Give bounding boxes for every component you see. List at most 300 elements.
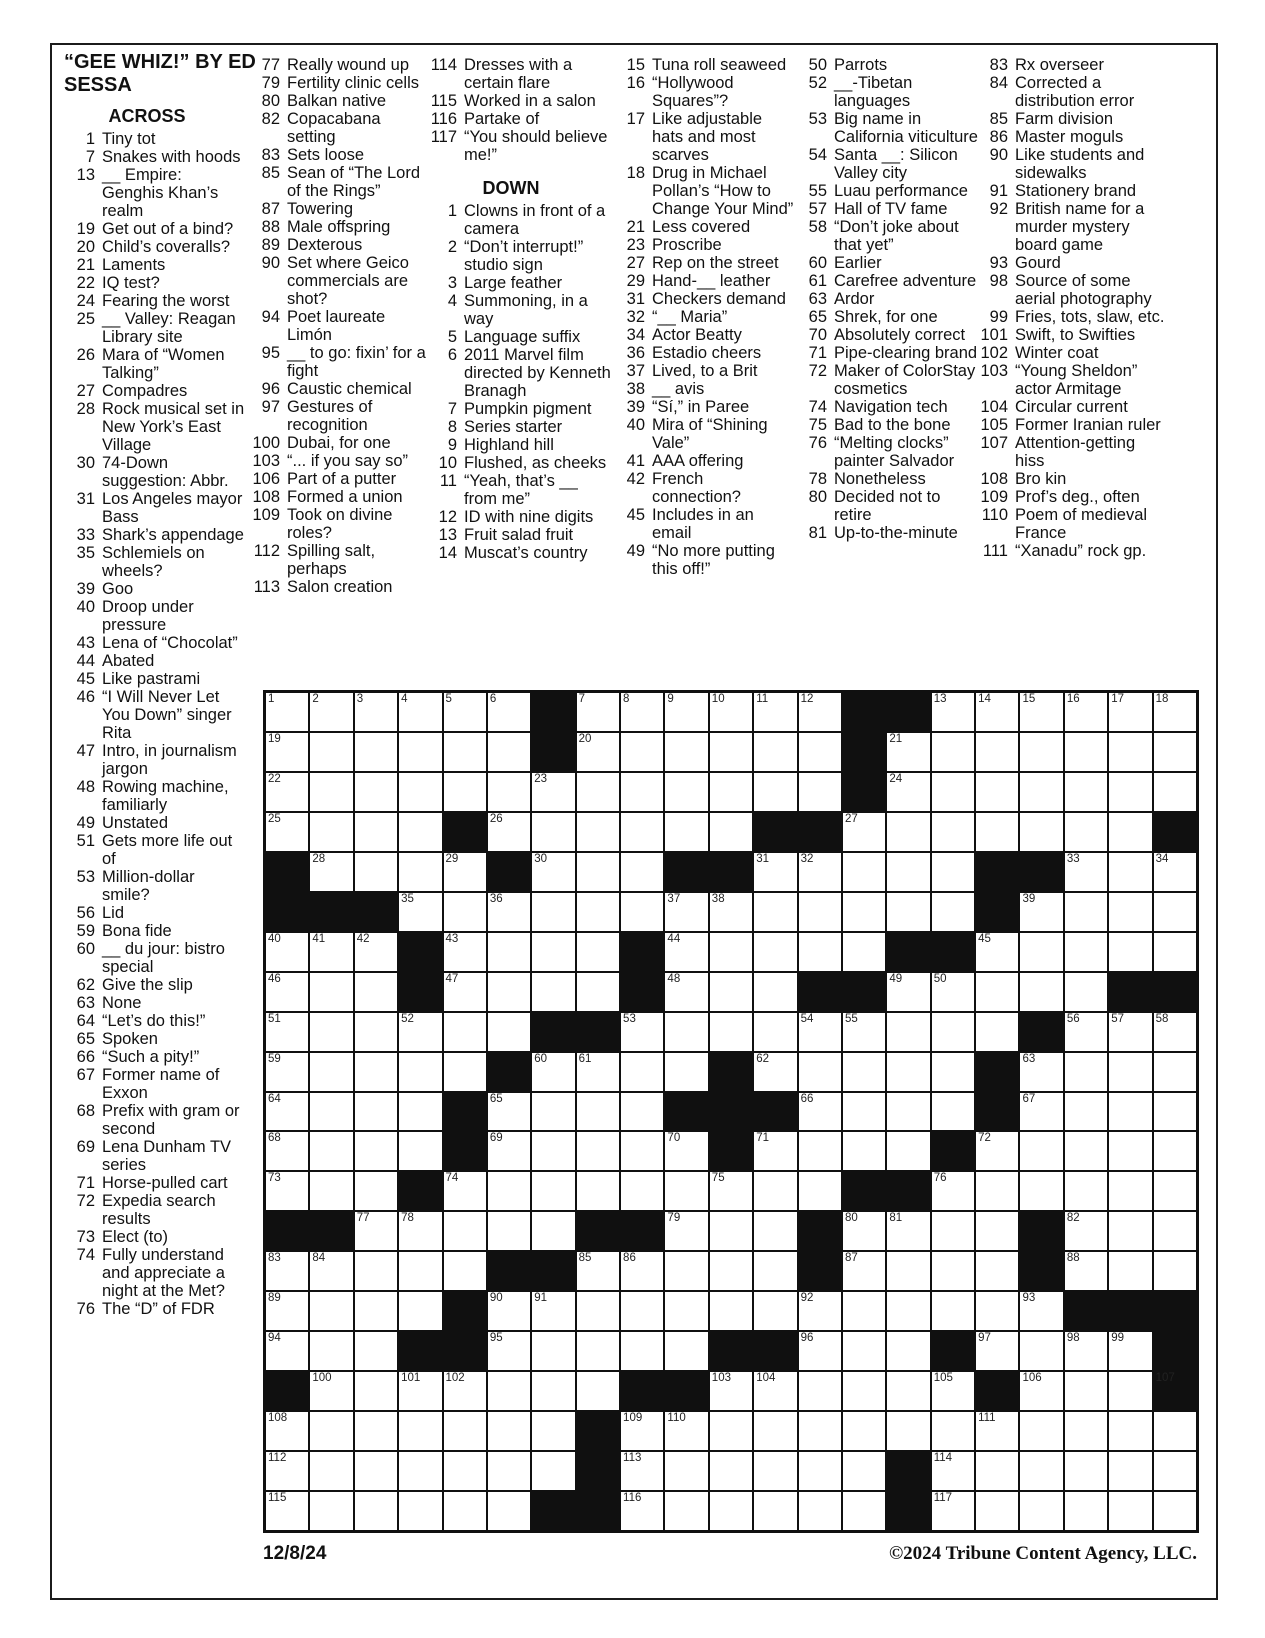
grid-cell[interactable]: [266, 1332, 308, 1370]
grid-cell[interactable]: [843, 1132, 885, 1170]
grid-cell[interactable]: [532, 1452, 574, 1490]
grid-cell[interactable]: [1154, 893, 1196, 931]
grid-cell[interactable]: [532, 853, 574, 891]
grid-cell[interactable]: [399, 1492, 441, 1530]
grid-cell[interactable]: [754, 853, 796, 891]
grid-cell[interactable]: [310, 1412, 352, 1450]
grid-cell[interactable]: [887, 853, 929, 891]
grid-cell[interactable]: [444, 1013, 486, 1051]
grid-cell[interactable]: [577, 1332, 619, 1370]
grid-cell[interactable]: [355, 1172, 397, 1210]
grid-cell[interactable]: [665, 1292, 707, 1330]
grid-cell[interactable]: [399, 853, 441, 891]
grid-cell[interactable]: [488, 1492, 530, 1530]
grid-cell[interactable]: [754, 1172, 796, 1210]
grid-cell[interactable]: [621, 1172, 663, 1210]
grid-cell[interactable]: [1065, 933, 1107, 971]
grid-cell[interactable]: [1109, 1053, 1151, 1091]
grid-cell[interactable]: [1020, 1172, 1062, 1210]
grid-cell[interactable]: [577, 1172, 619, 1210]
grid-cell[interactable]: [399, 733, 441, 771]
grid-cell[interactable]: [488, 1013, 530, 1051]
grid-cell[interactable]: [1154, 933, 1196, 971]
grid-cell[interactable]: [843, 813, 885, 851]
grid-cell[interactable]: [932, 1053, 974, 1091]
grid-cell[interactable]: [932, 1172, 974, 1210]
grid-cell[interactable]: [710, 1292, 752, 1330]
grid-cell[interactable]: [444, 1372, 486, 1410]
grid-cell[interactable]: [355, 973, 397, 1011]
grid-cell[interactable]: [621, 893, 663, 931]
grid-cell[interactable]: [799, 1093, 841, 1131]
grid-cell[interactable]: [621, 1252, 663, 1290]
grid-cell[interactable]: [665, 1492, 707, 1530]
grid-cell[interactable]: [621, 693, 663, 731]
grid-cell[interactable]: [577, 973, 619, 1011]
grid-cell[interactable]: [266, 1412, 308, 1450]
grid-cell[interactable]: [355, 1332, 397, 1370]
grid-cell[interactable]: [444, 1492, 486, 1530]
grid-cell[interactable]: [976, 693, 1018, 731]
grid-cell[interactable]: [843, 1292, 885, 1330]
grid-cell[interactable]: [754, 1372, 796, 1410]
grid-cell[interactable]: [754, 973, 796, 1011]
grid-cell[interactable]: [665, 693, 707, 731]
grid-cell[interactable]: [887, 813, 929, 851]
grid-cell[interactable]: [887, 1132, 929, 1170]
grid-cell[interactable]: [355, 693, 397, 731]
grid-cell[interactable]: [887, 1212, 929, 1250]
grid-cell[interactable]: [843, 893, 885, 931]
grid-cell[interactable]: [710, 1172, 752, 1210]
grid-cell[interactable]: [976, 773, 1018, 811]
grid-cell[interactable]: [1154, 1013, 1196, 1051]
grid-cell[interactable]: [1065, 1372, 1107, 1410]
grid-cell[interactable]: [976, 813, 1018, 851]
grid-cell[interactable]: [266, 773, 308, 811]
grid-cell[interactable]: [799, 733, 841, 771]
grid-cell[interactable]: [1065, 1172, 1107, 1210]
grid-cell[interactable]: [355, 1093, 397, 1131]
grid-cell[interactable]: [665, 1172, 707, 1210]
grid-cell[interactable]: [266, 1053, 308, 1091]
grid-cell[interactable]: [488, 1093, 530, 1131]
grid-cell[interactable]: [399, 1452, 441, 1490]
grid-cell[interactable]: [577, 1252, 619, 1290]
grid-cell[interactable]: [665, 773, 707, 811]
grid-cell[interactable]: [621, 1132, 663, 1170]
grid-cell[interactable]: [932, 853, 974, 891]
grid-cell[interactable]: [266, 1172, 308, 1210]
grid-cell[interactable]: [1065, 1093, 1107, 1131]
grid-cell[interactable]: [799, 1292, 841, 1330]
grid-cell[interactable]: [843, 933, 885, 971]
grid-cell[interactable]: [976, 1013, 1018, 1051]
grid-cell[interactable]: [1109, 893, 1151, 931]
grid-cell[interactable]: [488, 1372, 530, 1410]
grid-cell[interactable]: [444, 1172, 486, 1210]
grid-cell[interactable]: [932, 893, 974, 931]
grid-cell[interactable]: [799, 1132, 841, 1170]
grid-cell[interactable]: [754, 1292, 796, 1330]
grid-cell[interactable]: [1065, 1452, 1107, 1490]
grid-cell[interactable]: [444, 1212, 486, 1250]
grid-cell[interactable]: [621, 1013, 663, 1051]
grid-cell[interactable]: [1065, 1053, 1107, 1091]
grid-cell[interactable]: [976, 1452, 1018, 1490]
grid-cell[interactable]: [1020, 1372, 1062, 1410]
grid-cell[interactable]: [399, 1093, 441, 1131]
grid-cell[interactable]: [843, 1053, 885, 1091]
grid-cell[interactable]: [1154, 733, 1196, 771]
grid-cell[interactable]: [1109, 1412, 1151, 1450]
grid-cell[interactable]: [1020, 1332, 1062, 1370]
grid-cell[interactable]: [355, 1252, 397, 1290]
grid-cell[interactable]: [932, 1372, 974, 1410]
grid-cell[interactable]: [1109, 853, 1151, 891]
grid-cell[interactable]: [399, 1372, 441, 1410]
grid-cell[interactable]: [532, 1132, 574, 1170]
grid-cell[interactable]: [1065, 773, 1107, 811]
grid-cell[interactable]: [355, 1412, 397, 1450]
grid-cell[interactable]: [621, 1452, 663, 1490]
grid-cell[interactable]: [399, 1212, 441, 1250]
grid-cell[interactable]: [444, 933, 486, 971]
grid-cell[interactable]: [887, 733, 929, 771]
grid-cell[interactable]: [932, 1252, 974, 1290]
grid-cell[interactable]: [488, 1452, 530, 1490]
grid-cell[interactable]: [887, 1412, 929, 1450]
grid-cell[interactable]: [266, 693, 308, 731]
grid-cell[interactable]: [799, 1172, 841, 1210]
grid-cell[interactable]: [932, 1292, 974, 1330]
grid-cell[interactable]: [488, 773, 530, 811]
grid-cell[interactable]: [355, 853, 397, 891]
grid-cell[interactable]: [310, 773, 352, 811]
grid-cell[interactable]: [444, 1452, 486, 1490]
grid-cell[interactable]: [577, 1292, 619, 1330]
grid-cell[interactable]: [710, 1013, 752, 1051]
grid-cell[interactable]: [399, 1292, 441, 1330]
grid-cell[interactable]: [621, 853, 663, 891]
grid-cell[interactable]: [1154, 853, 1196, 891]
grid-cell[interactable]: [710, 1212, 752, 1250]
grid-cell[interactable]: [665, 1212, 707, 1250]
grid-cell[interactable]: [932, 1412, 974, 1450]
grid-cell[interactable]: [266, 1292, 308, 1330]
grid-cell[interactable]: [1020, 973, 1062, 1011]
grid-cell[interactable]: [932, 693, 974, 731]
grid-cell[interactable]: [799, 1452, 841, 1490]
grid-cell[interactable]: [665, 1332, 707, 1370]
grid-cell[interactable]: [266, 733, 308, 771]
grid-cell[interactable]: [444, 893, 486, 931]
grid-cell[interactable]: [799, 893, 841, 931]
grid-cell[interactable]: [1109, 1452, 1151, 1490]
grid-cell[interactable]: [577, 693, 619, 731]
grid-cell[interactable]: [799, 1372, 841, 1410]
grid-cell[interactable]: [932, 973, 974, 1011]
grid-cell[interactable]: [444, 973, 486, 1011]
grid-cell[interactable]: [1109, 1492, 1151, 1530]
grid-cell[interactable]: [1109, 1132, 1151, 1170]
grid-cell[interactable]: [1154, 1053, 1196, 1091]
grid-cell[interactable]: [665, 933, 707, 971]
grid-cell[interactable]: [1065, 1332, 1107, 1370]
grid-cell[interactable]: [976, 1332, 1018, 1370]
grid-cell[interactable]: [1020, 933, 1062, 971]
grid-cell[interactable]: [355, 733, 397, 771]
grid-cell[interactable]: [310, 1132, 352, 1170]
grid-cell[interactable]: [932, 1212, 974, 1250]
grid-cell[interactable]: [1065, 1252, 1107, 1290]
grid-cell[interactable]: [621, 733, 663, 771]
grid-cell[interactable]: [621, 1332, 663, 1370]
grid-cell[interactable]: [621, 773, 663, 811]
grid-cell[interactable]: [665, 1252, 707, 1290]
grid-cell[interactable]: [1065, 1212, 1107, 1250]
grid-cell[interactable]: [799, 1412, 841, 1450]
grid-cell[interactable]: [266, 1093, 308, 1131]
grid-cell[interactable]: [1154, 1452, 1196, 1490]
grid-cell[interactable]: [710, 933, 752, 971]
grid-cell[interactable]: [1154, 1093, 1196, 1131]
grid-cell[interactable]: [665, 733, 707, 771]
grid-cell[interactable]: [488, 733, 530, 771]
grid-cell[interactable]: [355, 1132, 397, 1170]
grid-cell[interactable]: [621, 1292, 663, 1330]
grid-cell[interactable]: [799, 853, 841, 891]
grid-cell[interactable]: [1109, 1332, 1151, 1370]
grid-cell[interactable]: [355, 1053, 397, 1091]
grid-cell[interactable]: [710, 1412, 752, 1450]
grid-cell[interactable]: [887, 1053, 929, 1091]
grid-cell[interactable]: [355, 1372, 397, 1410]
grid-cell[interactable]: [887, 1292, 929, 1330]
grid-cell[interactable]: [532, 1412, 574, 1450]
grid-cell[interactable]: [932, 1492, 974, 1530]
grid-cell[interactable]: [843, 1372, 885, 1410]
grid-cell[interactable]: [532, 1292, 574, 1330]
grid-cell[interactable]: [1065, 853, 1107, 891]
grid-cell[interactable]: [1109, 1252, 1151, 1290]
grid-cell[interactable]: [577, 1372, 619, 1410]
grid-cell[interactable]: [843, 1332, 885, 1370]
grid-cell[interactable]: [310, 853, 352, 891]
grid-cell[interactable]: [310, 933, 352, 971]
grid-cell[interactable]: [577, 933, 619, 971]
grid-cell[interactable]: [310, 1452, 352, 1490]
grid-cell[interactable]: [843, 853, 885, 891]
grid-cell[interactable]: [665, 973, 707, 1011]
grid-cell[interactable]: [887, 1093, 929, 1131]
grid-cell[interactable]: [488, 973, 530, 1011]
grid-cell[interactable]: [399, 773, 441, 811]
grid-cell[interactable]: [488, 933, 530, 971]
grid-cell[interactable]: [976, 933, 1018, 971]
grid-cell[interactable]: [266, 973, 308, 1011]
grid-cell[interactable]: [1065, 1492, 1107, 1530]
grid-cell[interactable]: [932, 813, 974, 851]
grid-cell[interactable]: [665, 893, 707, 931]
grid-cell[interactable]: [444, 773, 486, 811]
grid-cell[interactable]: [577, 1093, 619, 1131]
grid-cell[interactable]: [310, 1093, 352, 1131]
grid-cell[interactable]: [355, 773, 397, 811]
grid-cell[interactable]: [843, 1452, 885, 1490]
grid-cell[interactable]: [799, 693, 841, 731]
grid-cell[interactable]: [488, 1332, 530, 1370]
grid-cell[interactable]: [266, 1252, 308, 1290]
grid-cell[interactable]: [577, 853, 619, 891]
grid-cell[interactable]: [932, 733, 974, 771]
grid-cell[interactable]: [976, 1412, 1018, 1450]
grid-cell[interactable]: [843, 1412, 885, 1450]
grid-cell[interactable]: [754, 1013, 796, 1051]
grid-cell[interactable]: [1065, 693, 1107, 731]
grid-cell[interactable]: [355, 1212, 397, 1250]
grid-cell[interactable]: [665, 1412, 707, 1450]
grid-cell[interactable]: [621, 1093, 663, 1131]
grid-cell[interactable]: [355, 1452, 397, 1490]
grid-cell[interactable]: [1020, 773, 1062, 811]
grid-cell[interactable]: [1109, 1013, 1151, 1051]
grid-cell[interactable]: [665, 813, 707, 851]
grid-cell[interactable]: [1109, 773, 1151, 811]
grid-cell[interactable]: [710, 1492, 752, 1530]
grid-cell[interactable]: [799, 1053, 841, 1091]
grid-cell[interactable]: [887, 1332, 929, 1370]
grid-cell[interactable]: [444, 1252, 486, 1290]
grid-cell[interactable]: [976, 1252, 1018, 1290]
grid-cell[interactable]: [843, 1492, 885, 1530]
grid-cell[interactable]: [310, 733, 352, 771]
grid-cell[interactable]: [399, 813, 441, 851]
grid-cell[interactable]: [355, 813, 397, 851]
grid-cell[interactable]: [444, 853, 486, 891]
grid-cell[interactable]: [1109, 813, 1151, 851]
grid-cell[interactable]: [488, 1132, 530, 1170]
grid-cell[interactable]: [310, 813, 352, 851]
grid-cell[interactable]: [310, 1372, 352, 1410]
grid-cell[interactable]: [1154, 693, 1196, 731]
grid-cell[interactable]: [488, 1292, 530, 1330]
grid-cell[interactable]: [710, 693, 752, 731]
grid-cell[interactable]: [1020, 1292, 1062, 1330]
grid-cell[interactable]: [1065, 813, 1107, 851]
grid-cell[interactable]: [843, 1252, 885, 1290]
grid-cell[interactable]: [754, 733, 796, 771]
grid-cell[interactable]: [532, 1332, 574, 1370]
grid-cell[interactable]: [488, 1212, 530, 1250]
grid-cell[interactable]: [1020, 813, 1062, 851]
grid-cell[interactable]: [1020, 1412, 1062, 1450]
grid-cell[interactable]: [488, 693, 530, 731]
grid-cell[interactable]: [310, 1013, 352, 1051]
grid-cell[interactable]: [754, 933, 796, 971]
grid-cell[interactable]: [665, 1013, 707, 1051]
grid-cell[interactable]: [266, 1132, 308, 1170]
grid-cell[interactable]: [1065, 973, 1107, 1011]
grid-cell[interactable]: [532, 893, 574, 931]
grid-cell[interactable]: [976, 733, 1018, 771]
grid-cell[interactable]: [577, 813, 619, 851]
grid-cell[interactable]: [1020, 693, 1062, 731]
grid-cell[interactable]: [799, 1492, 841, 1530]
grid-cell[interactable]: [754, 1053, 796, 1091]
grid-cell[interactable]: [754, 1252, 796, 1290]
grid-cell[interactable]: [444, 693, 486, 731]
grid-cell[interactable]: [1020, 1492, 1062, 1530]
grid-cell[interactable]: [976, 1492, 1018, 1530]
grid-cell[interactable]: [710, 973, 752, 1011]
grid-cell[interactable]: [399, 1013, 441, 1051]
grid-cell[interactable]: [1065, 1132, 1107, 1170]
grid-cell[interactable]: [444, 1412, 486, 1450]
grid-cell[interactable]: [1109, 1212, 1151, 1250]
grid-cell[interactable]: [355, 933, 397, 971]
grid-cell[interactable]: [488, 1172, 530, 1210]
grid-cell[interactable]: [266, 1452, 308, 1490]
grid-cell[interactable]: [1154, 1492, 1196, 1530]
grid-cell[interactable]: [621, 1412, 663, 1450]
grid-cell[interactable]: [532, 1053, 574, 1091]
grid-cell[interactable]: [532, 813, 574, 851]
grid-cell[interactable]: [976, 1132, 1018, 1170]
grid-cell[interactable]: [266, 1492, 308, 1530]
grid-cell[interactable]: [710, 893, 752, 931]
grid-cell[interactable]: [355, 1492, 397, 1530]
grid-cell[interactable]: [1020, 1452, 1062, 1490]
grid-cell[interactable]: [843, 1212, 885, 1250]
grid-cell[interactable]: [355, 1292, 397, 1330]
grid-cell[interactable]: [532, 933, 574, 971]
grid-cell[interactable]: [932, 1093, 974, 1131]
grid-cell[interactable]: [621, 1492, 663, 1530]
grid-cell[interactable]: [1065, 893, 1107, 931]
grid-cell[interactable]: [843, 1013, 885, 1051]
grid-cell[interactable]: [532, 973, 574, 1011]
grid-cell[interactable]: [488, 813, 530, 851]
grid-cell[interactable]: [976, 973, 1018, 1011]
grid-cell[interactable]: [1065, 733, 1107, 771]
grid-cell[interactable]: [710, 773, 752, 811]
grid-cell[interactable]: [399, 1053, 441, 1091]
grid-cell[interactable]: [488, 893, 530, 931]
grid-cell[interactable]: [754, 693, 796, 731]
grid-cell[interactable]: [1154, 1252, 1196, 1290]
grid-cell[interactable]: [1154, 1172, 1196, 1210]
grid-cell[interactable]: [710, 1252, 752, 1290]
grid-cell[interactable]: [754, 773, 796, 811]
grid-cell[interactable]: [710, 1372, 752, 1410]
grid-cell[interactable]: [1020, 1053, 1062, 1091]
grid-cell[interactable]: [577, 1053, 619, 1091]
grid-cell[interactable]: [754, 1452, 796, 1490]
grid-cell[interactable]: [843, 1093, 885, 1131]
grid-cell[interactable]: [887, 1013, 929, 1051]
grid-cell[interactable]: [310, 1492, 352, 1530]
grid-cell[interactable]: [754, 1132, 796, 1170]
grid-cell[interactable]: [754, 893, 796, 931]
grid-cell[interactable]: [1020, 1093, 1062, 1131]
grid-cell[interactable]: [399, 1412, 441, 1450]
grid-cell[interactable]: [444, 1053, 486, 1091]
grid-cell[interactable]: [976, 1172, 1018, 1210]
grid-cell[interactable]: [310, 1292, 352, 1330]
grid-cell[interactable]: [488, 1412, 530, 1450]
grid-cell[interactable]: [577, 893, 619, 931]
